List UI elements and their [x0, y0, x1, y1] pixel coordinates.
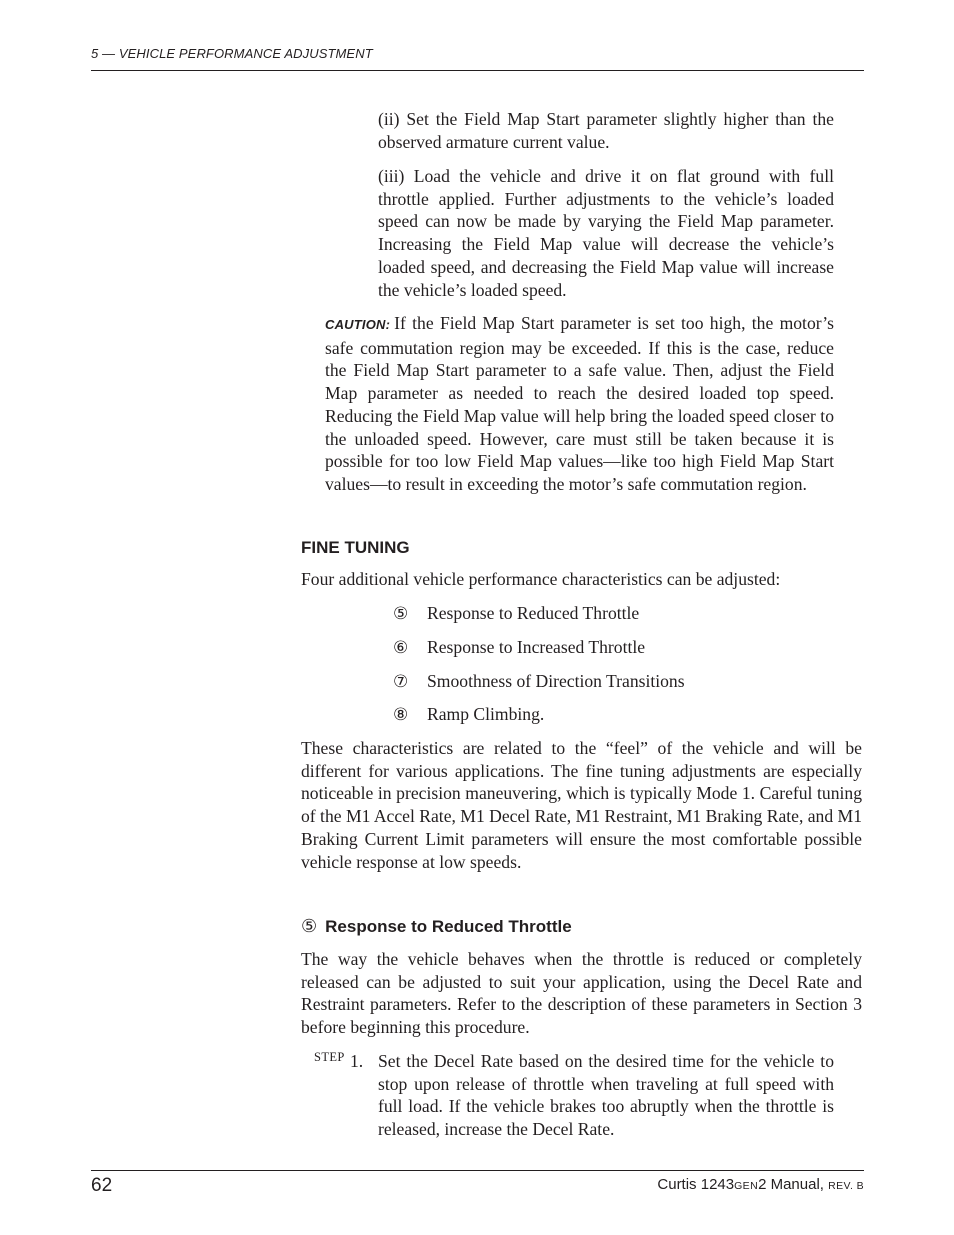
footer-manual-title — [657, 1176, 864, 1193]
footer-rule — [91, 1170, 864, 1171]
list-item — [393, 703, 544, 726]
fine-tuning-body: These characteristics are related to the “feel” of the vehicle and will be different for various applications. The fine tuning adjustments are especially noticeable in precision maneuvering, which is typically Mode 1. Careful tuning of the M1 Accel Rate, M1 Decel Rate, M1 Restraint, M1 Braking Rate, and M1 Braking Current Limit parameters will ensure the most comfortable possible vehicle response at low speeds. — [301, 738, 862, 872]
list-item-label: Response to Increased Throttle — [427, 637, 646, 657]
caution-text: If the Field Map Start parameter is set too high, the motor’s safe commutation region may be exceeded. If this is the case, reduce the Field Map Start parameter to a safe value. Then, adjust the Field Map parameter as needed to reach the desired loaded top speed. Reducing the Field Map value will help bring the loaded speed closer to the unloaded speed. However, care must still be taken because it is possible for too low Field Map values—like too high Field Map Start values—to result in exceeding the motor’s safe commutation region. — [325, 313, 834, 494]
list-item-label: Ramp Climbing. — [427, 704, 545, 724]
reduced-throttle-title: Response to Reduced Throttle — [325, 917, 572, 936]
list-item-number: ⑤ — [393, 604, 409, 624]
step-1-text: Set the Decel Rate based on the desired time for the vehicle to stop upon release of throttle when traveling at full speed with full load. If the vehicle brakes too abruptly when the throttle is released, increase the Decel Rate. — [378, 1051, 834, 1140]
reduced-throttle-body: The way the vehicle behaves when the throttle is reduced or completely released can be adjusted to suit your application, using the Decel Rate and Restraint parameters. Refer to the description of these parameters in Section 3 before beginning this procedure. — [301, 949, 862, 1038]
list-item — [393, 636, 645, 659]
page-number: 62 — [91, 1175, 113, 1196]
list-item-number: ⑧ — [393, 705, 409, 725]
list-item-number: ⑥ — [393, 638, 409, 658]
reduced-throttle-heading — [301, 916, 572, 937]
step-prefix: STEP — [314, 1050, 345, 1064]
list-item — [393, 602, 639, 625]
footer-rev: REV. B — [828, 1180, 864, 1192]
step-iii-paragraph: (iii) Load the vehicle and drive it on flat ground with full throttle applied. Further adjustments to the vehicle’s loaded speed can now be made by varying the Field Map parameter. Increasing the Field Map value will decrease the vehicle’s loaded speed, and decreasing the Field Map value will increase the vehicle’s loaded speed. — [378, 166, 834, 300]
caution-label: CAUTION: — [325, 317, 391, 332]
footer-manual-suffix: 2 Manual, — [758, 1176, 824, 1193]
list-item-number: ⑦ — [393, 672, 409, 692]
caution-paragraph — [325, 312, 834, 496]
fine-tuning-heading: FINE TUNING — [301, 538, 410, 557]
running-header: 5 — VEHICLE PERFORMANCE ADJUSTMENT — [91, 46, 373, 61]
list-item — [393, 670, 685, 693]
footer-gen: GEN — [734, 1180, 759, 1192]
list-item-label: Smoothness of Direction Transitions — [427, 671, 685, 691]
reduced-throttle-number: ⑤ — [301, 916, 318, 937]
list-item-label: Response to Reduced Throttle — [427, 603, 640, 623]
header-rule — [91, 70, 864, 71]
fine-tuning-intro: Four additional vehicle performance characteristics can be adjusted: — [301, 569, 781, 589]
step-ii-paragraph: (ii) Set the Field Map Start parameter slightly higher than the observed armature current value. — [378, 109, 834, 152]
footer-manual-name: Curtis 1243 — [657, 1176, 735, 1193]
step-number: 1. — [350, 1051, 364, 1071]
